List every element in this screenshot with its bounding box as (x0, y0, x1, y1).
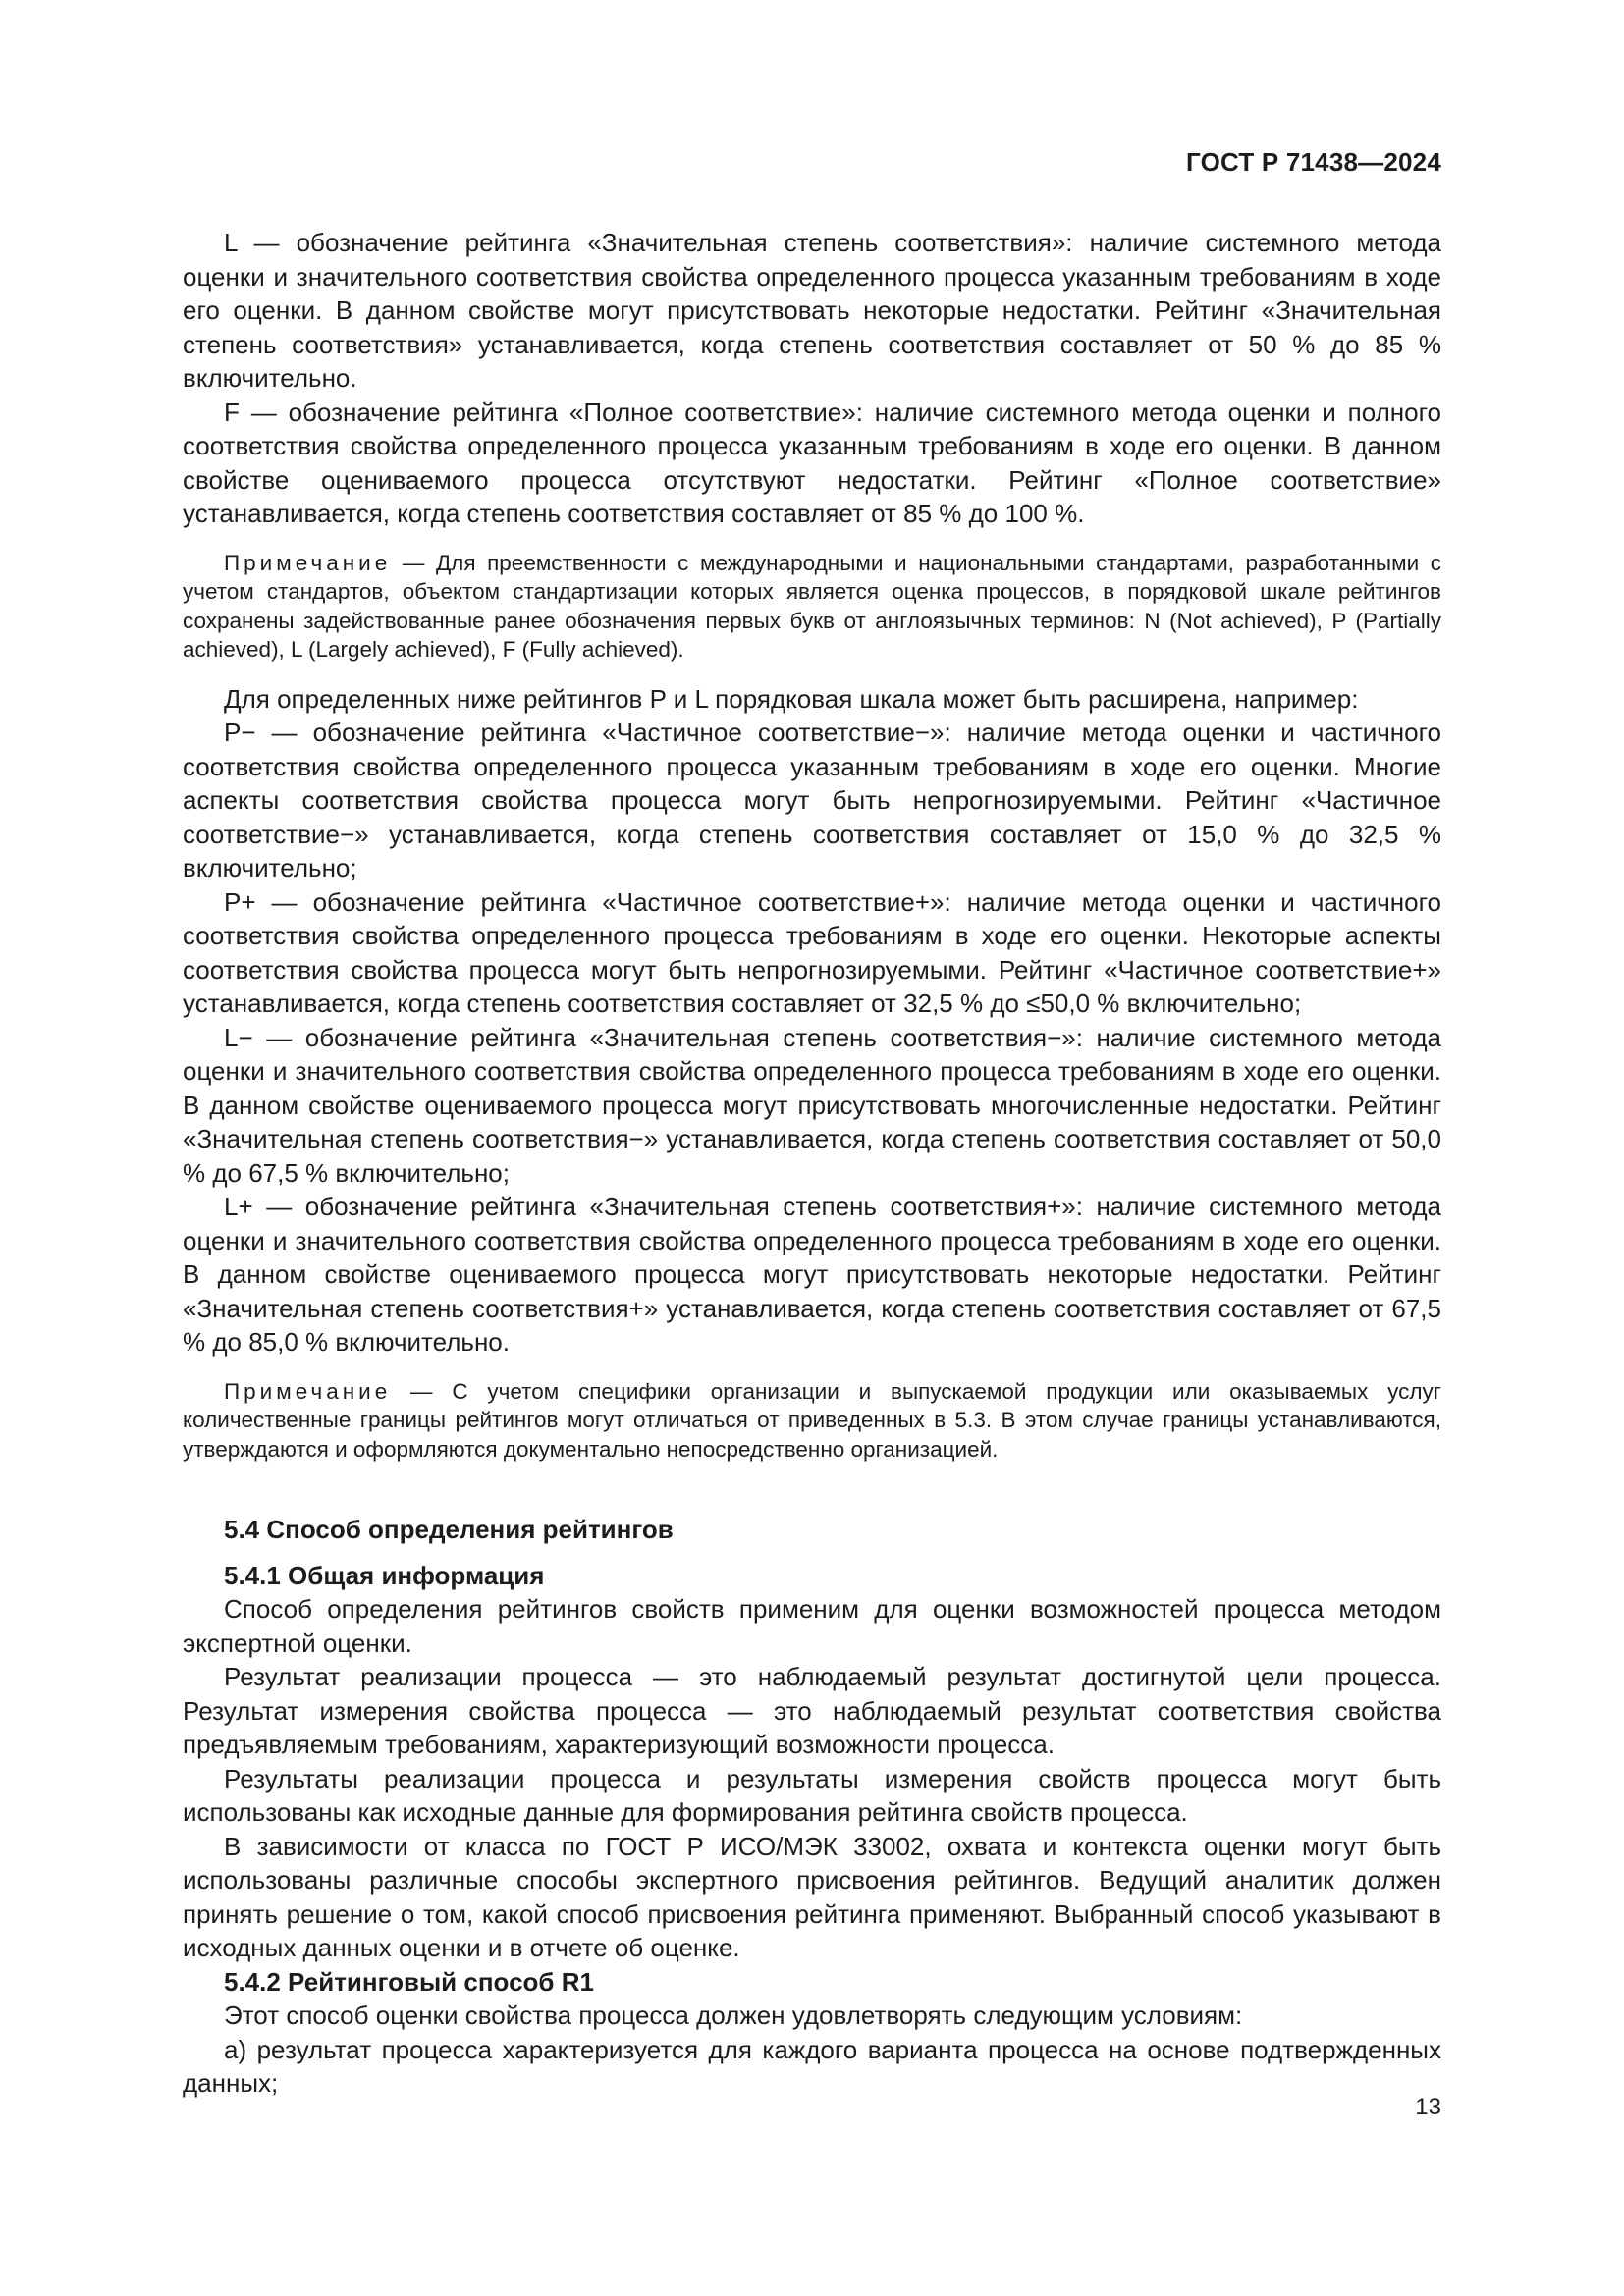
section-5-4-1-paragraph: Результаты реализации процесса и результаты измерения свойств процесса могут быть использованы как исходные данные для формирования рейтинга свойств процесса. (183, 1763, 1441, 1827)
document-id-header: ГОСТ Р 71438—2024 (1186, 147, 1441, 177)
note-2-text: — С учетом специфики организации и выпускаемой продукции или оказываемых услуг количественные границы рейтингов могут отличаться от приведенных в 5.3. В этом случае границы устанавливаются, утверждаются и оформляются документально непосредственно организацией. (183, 1378, 1441, 1462)
note-1-text: — Для преемственности с международными и национальными стандартами, разработанными с учетом стандартов, объектом стандартизации которых является оценка процессов, в порядковой шкале рейтингов сохранены задействованные ранее обозначения первых букв от англоязычных терминов: N (Not achieved), P (Partially achieved), L (Largely achieved), F (Fully achieved). (183, 550, 1441, 662)
section-5-4-2-list-item-a: а) результат процесса характеризуется для каждого варианта процесса на основе подтвержденных данных; (183, 2034, 1441, 2098)
section-5-4-heading: 5.4 Способ определения рейтингов (224, 1515, 674, 1544)
section-5-4-2-heading: 5.4.2 Рейтинговый способ R1 (224, 1966, 594, 1997)
paragraph-rating-L-minus: L− — обозначение рейтинга «Значительная степень соответствия−»: наличие системного метода оценки и значительного соответствия свойства определенного процесса требованиям в ходе его оценки. В данном свойстве оцениваемого процесса могут присутствовать многочисленные недостатки. Рейтинг «Значительная степень соответствия−» устанавливается, когда степень соответствия составляет от 50,0 % до 67,5 % включительно; (183, 1022, 1441, 1188)
paragraph-scale-extension: Для определенных ниже рейтингов P и L порядковая шкала может быть расширена, например: (224, 683, 1359, 714)
paragraph-rating-L: L — обозначение рейтинга «Значительная степень соответствия»: наличие системного метода оценки и значительного соответствия свойства определенного процесса указанным требованиям в ходе его оценки. В данном свойстве могут присутствовать некоторые недостатки. Рейтинг «Значительная степень соответствия» устанавливается, когда степень соответствия составляет от 50 % до 85 % включительно. (183, 228, 1441, 393)
note-1-label: Примечание (224, 550, 392, 575)
section-5-4-1-paragraph: Способ определения рейтингов свойств применим для оценки возможностей процесса методом экспертной оценки. (183, 1594, 1441, 1658)
document-body (183, 226, 1441, 2101)
section-5-4-1-heading: 5.4.1 Общая информация (224, 1560, 545, 1590)
page-number: 13 (1415, 2094, 1441, 2120)
note-2 (183, 1377, 1441, 1465)
note-2-label: Примечание (224, 1378, 392, 1404)
paragraph-rating-L-plus: L+ — обозначение рейтинга «Значительная степень соответствия+»: наличие системного метода оценки и значительного соответствия свойства определенного процесса требованиям в ходе его оценки. В данном свойстве оцениваемого процесса могут присутствовать некоторые недостатки. Рейтинг «Значительная степень соответствия+» устанавливается, когда степень соответствия составляет от 67,5 % до 85,0 % включительно. (183, 1192, 1441, 1357)
section-5-4-1-paragraph: Результат реализации процесса — это наблюдаемый результат достигнутой цели процесса. Результат измерения свойства процесса — это наблюдаемый результат соответствия свойства предъявляемым требованиям, характеризующий возможности процесса. (183, 1662, 1441, 1759)
paragraph-rating-P-minus: P− — обозначение рейтинга «Частичное соответствие−»: наличие метода оценки и частичного соответствия свойства определенного процесса указанным требованиям в ходе его оценки. Многие аспекты соответствия свойства процесса могут быть непрогнозируемыми. Рейтинг «Частичное соответствие−» устанавливается, когда степень соответствия составляет от 15,0 % до 32,5 % включительно; (183, 718, 1441, 882)
paragraph-rating-P-plus: P+ — обозначение рейтинга «Частичное соответствие+»: наличие метода оценки и частичного соответствия свойства определенного процесса требованиям в ходе его оценки. Некоторые аспекты соответствия свойства процесса могут быть непрогнозируемыми. Рейтинг «Частичное соответствие+» устанавливается, когда степень соответствия составляет от 32,5 % до ≤50,0 % включительно; (183, 886, 1441, 1018)
section-5-4-2-paragraph: Этот способ оценки свойства процесса должен удовлетворять следующим условиям: (224, 2001, 1243, 2030)
paragraph-rating-F: F — обозначение рейтинга «Полное соответствие»: наличие системного метода оценки и полного соответствия свойства определенного процесса указанным требованиям в ходе его оценки. В данном свойстве оцениваемого процесса отсутствуют недостатки. Рейтинг «Полное соответствие» устанавливается, когда степень соответствия составляет от 85 % до 100 %. (183, 397, 1441, 528)
note-1 (183, 549, 1441, 665)
section-5-4-1-paragraph: В зависимости от класса по ГОСТ Р ИСО/МЭК 33002, охвата и контекста оценки могут быть использованы различные способы экспертного присвоения рейтингов. Ведущий аналитик должен принять решение о том, какой способ присвоения рейтинга применяют. Выбранный способ указывают в исходных данных оценки и в отчете об оценке. (183, 1831, 1441, 1962)
